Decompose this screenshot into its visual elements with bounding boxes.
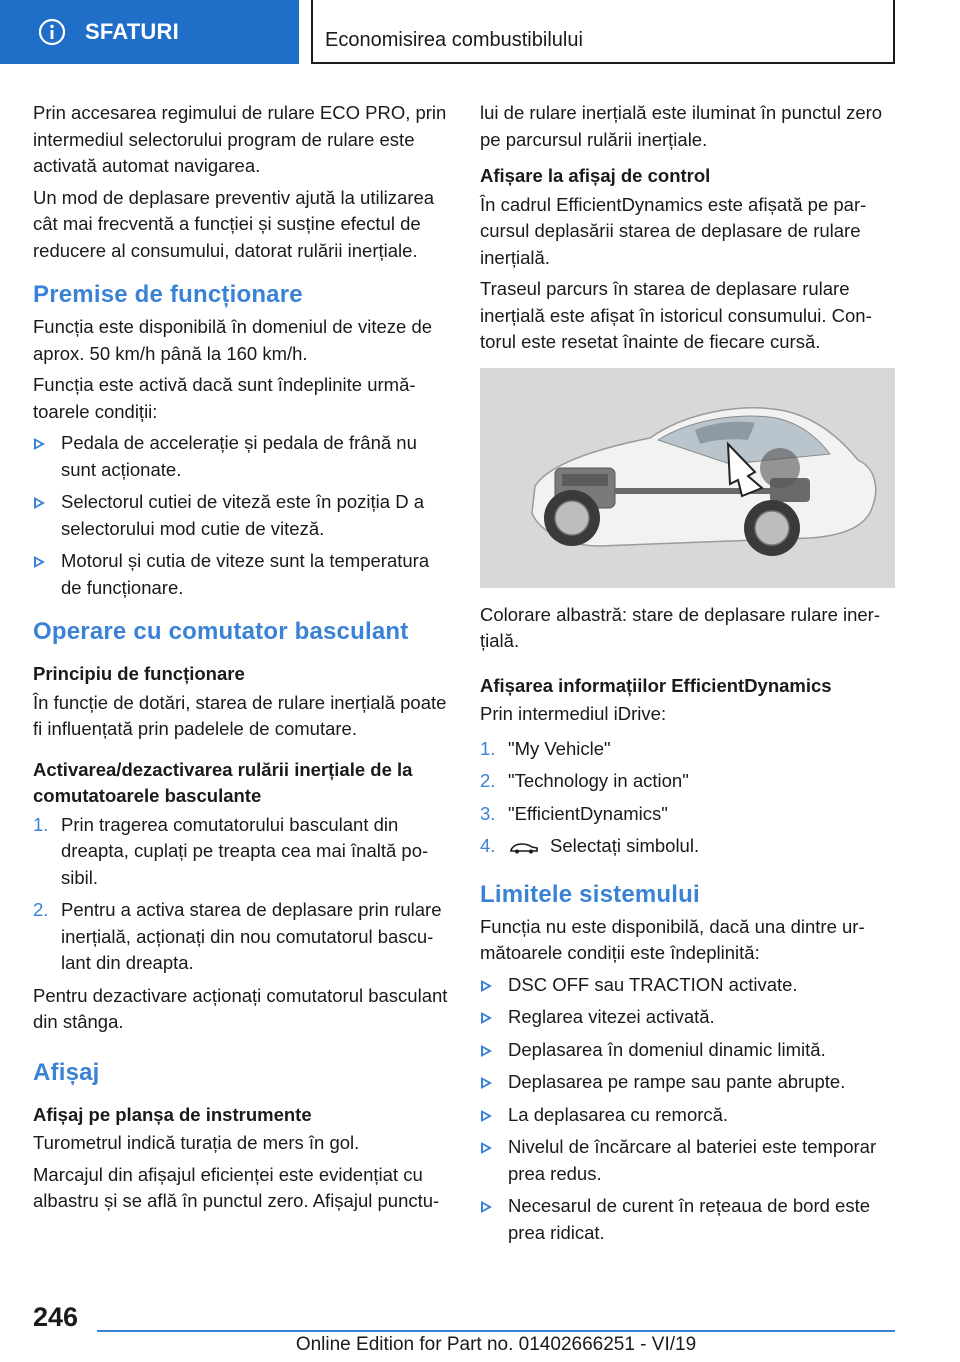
page-number: 246 xyxy=(33,1302,79,1332)
paragraph: În funcție de dotări, starea de rulare inerțială poate fi influențată prin padelele de comutare. xyxy=(33,691,447,739)
paragraph: Funcția este activă dacă sunt îndeplinite următoarele condiții: xyxy=(33,374,416,422)
car-drawing xyxy=(480,368,895,588)
heading-limite: Limitele sistemului xyxy=(480,880,700,908)
info-icon xyxy=(38,18,66,46)
footer-edition: Online Edition for Part no. 01402666251 - VI/19 xyxy=(295,1334,697,1355)
list-item xyxy=(480,1193,898,1246)
list-item xyxy=(33,897,451,977)
triangle-bullet-icon xyxy=(481,1077,492,1089)
paragraph: lui de rulare inerțială este iluminat în punctul zero pe parcursul rulării inerțiale. xyxy=(480,102,883,150)
step-text: Pentru a activa starea de deplasare prin rulare inerțială, acționați din nou comutatorul basculant din dreapta. xyxy=(61,899,442,973)
list-item xyxy=(480,1134,898,1187)
step-text: Prin tragerea comutatorului basculant din dreapta, cuplați pe treapta cea mai înaltă posibil. xyxy=(61,813,429,888)
triangle-bullet-icon xyxy=(34,497,45,509)
triangle-bullet-icon xyxy=(34,438,45,450)
triangle-bullet-icon xyxy=(34,556,45,568)
paragraph: Pentru dezactivare acționați comutatorul basculant din stânga. xyxy=(33,984,448,1032)
car-illustration xyxy=(480,368,895,588)
footer-divider xyxy=(97,1330,895,1332)
paragraph: Marcajul din afișajul eficienței este evidențiat cu albastru și se află în punctul zero. Afișajul punctu- xyxy=(33,1163,440,1211)
right-column xyxy=(480,100,898,1252)
list-item xyxy=(480,736,898,763)
list-item-text: Necesarul de curent în rețeaua de bord este prea ridicat. xyxy=(508,1195,871,1243)
heading-premise: Premise de funcționare xyxy=(33,281,303,308)
list-item-text: DSC OFF sau TRACTION activate. xyxy=(508,973,798,995)
triangle-bullet-icon xyxy=(481,1110,492,1122)
paragraph: Prin intermediul iDrive: xyxy=(480,703,667,724)
subheading-control: Afișare la afișaj de control xyxy=(480,165,711,186)
subheading-planse: Afișaj pe planșa de instrumente xyxy=(33,1103,312,1125)
limits-list xyxy=(480,972,898,1247)
activation-steps xyxy=(33,812,451,977)
step-text: "Technology in action" xyxy=(508,770,689,791)
list-item xyxy=(480,768,898,795)
heading-afisaj: Afișaj xyxy=(33,1058,100,1086)
list-item-text: La deplasarea cu remorcă. xyxy=(508,1103,729,1125)
paragraph: Traseul parcurs în starea de deplasare rulare inerțială este afișat în istoricul consumului. Contorul este resetat înainte de fiecare cursă. xyxy=(480,278,872,352)
list-item xyxy=(33,430,451,483)
triangle-bullet-icon xyxy=(481,1142,492,1154)
triangle-bullet-icon xyxy=(481,980,492,992)
header-section-title: Economisirea combustibilului xyxy=(325,29,583,51)
triangle-bullet-icon xyxy=(481,1012,492,1024)
paragraph: În cadrul EfficientDynamics este afișată pe parcursul deplasării starea de deplasare de rulare inerțială. xyxy=(480,193,867,268)
list-item-text: Deplasarea în domeniul dinamic limită. xyxy=(508,1038,826,1060)
triangle-bullet-icon xyxy=(481,1045,492,1057)
step-number: 2. xyxy=(480,770,496,791)
paragraph: Un mod de deplasare preventiv ajută la utilizarea cât mai frecventă a funcției și susține efectul de reducere al consumului, datorat rulării inerțiale. xyxy=(33,186,435,261)
figure-caption: Colorare albastră: stare de deplasare rulare inerțială. xyxy=(480,603,881,651)
idrive-steps xyxy=(480,736,898,860)
step-number: 3. xyxy=(480,802,496,824)
step-number: 2. xyxy=(33,899,49,920)
step-text: Selectați simbolul. xyxy=(550,835,700,856)
list-item-text: Pedala de accelerație și pedala de frână nu sunt acționate. xyxy=(61,432,417,480)
subheading-activare: Activarea/dezactivarea rulării inerțiale de la comutatoarele basculante xyxy=(33,758,413,806)
list-item-text: Deplasarea pe rampe sau pante abrupte. xyxy=(508,1071,846,1092)
step-number: 1. xyxy=(480,737,496,759)
step-text: "My Vehicle" xyxy=(508,737,611,759)
list-item xyxy=(33,489,451,542)
list-item-text: Motorul și cutia de viteze sunt la temperatura de funcționare. xyxy=(61,550,430,598)
list-item-text: Nivelul de încărcare al bateriei este temporar prea redus. xyxy=(508,1136,877,1184)
list-item xyxy=(33,812,451,892)
list-item xyxy=(480,801,898,828)
triangle-bullet-icon xyxy=(481,1201,492,1213)
paragraph: Funcția nu este disponibilă, dacă una dintre următoarele condiții este îndeplinită: xyxy=(480,915,865,963)
list-item xyxy=(480,972,898,999)
header-tab xyxy=(0,0,299,64)
list-item xyxy=(480,833,898,860)
step-number: 4. xyxy=(480,835,496,856)
list-item xyxy=(480,1102,898,1129)
coasting-car-icon xyxy=(508,839,540,855)
list-item-text: Selectorul cutiei de viteză este în poziția D a selectorului mod cutie de viteză. xyxy=(61,491,424,539)
paragraph: Prin accesarea regimului de rulare ECO PRO, prin intermediul selectorului program de rulare este activată automat navigarea. xyxy=(33,102,447,176)
paragraph: Funcția este disponibilă în domeniul de viteze de aprox. 50 km/h până la 160 km/h. xyxy=(33,316,433,364)
subheading-principiu: Principiu de funcționare xyxy=(33,663,245,684)
list-item-text: Reglarea vitezei activată. xyxy=(508,1006,715,1027)
list-item xyxy=(33,548,451,601)
step-text: "EfficientDynamics" xyxy=(508,802,668,824)
conditions-list xyxy=(33,430,451,601)
subheading-info: Afișarea informațiilor EfficientDynamics xyxy=(480,674,832,696)
list-item xyxy=(480,1037,898,1064)
list-item xyxy=(480,1069,898,1096)
left-column xyxy=(33,100,451,1220)
step-number: 1. xyxy=(33,813,49,835)
paragraph: Turometrul indică turația de mers în gol. xyxy=(33,1132,360,1153)
list-item xyxy=(480,1004,898,1031)
header-tab-label: SFATURI xyxy=(85,19,179,44)
heading-operare: Operare cu comutator basculant xyxy=(33,618,409,645)
